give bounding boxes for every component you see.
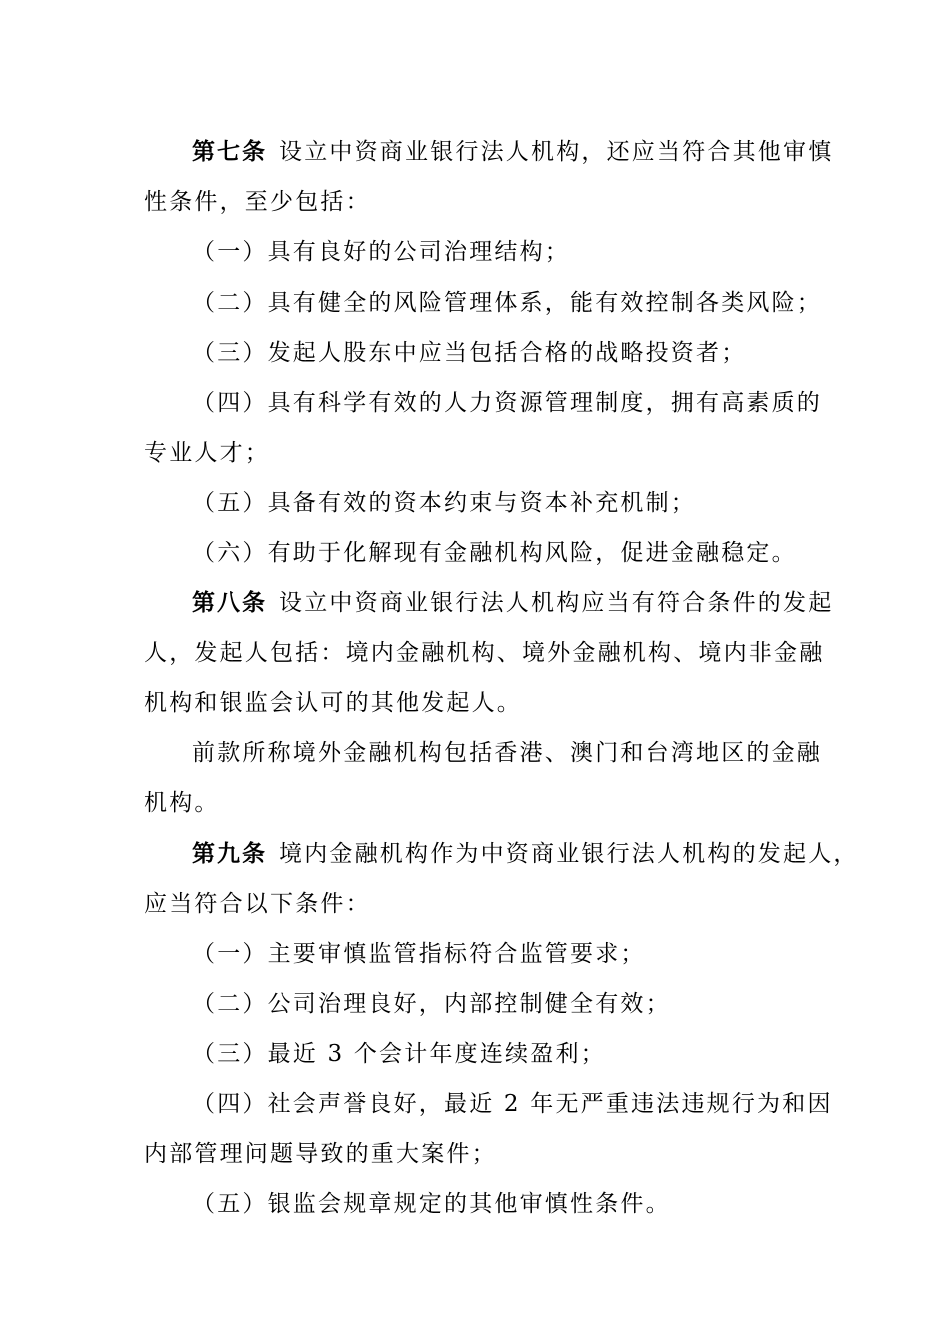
- article-8-para-2-line-1: 前款所称境外金融机构包括香港、澳门和台湾地区的金融: [192, 740, 822, 766]
- article-8-line-1: [192, 583, 834, 623]
- article-7-item-6: （六）有助于化解现有金融机构风险，促进金融稳定。: [192, 540, 797, 566]
- article-9-line-1: [192, 834, 859, 874]
- article-9-item-4-cont: 内部管理问题导致的重大案件；: [144, 1141, 497, 1167]
- article-8-heading: 第八条: [192, 589, 267, 616]
- article-9-text: 境内金融机构作为中资商业银行法人机构的发起人，: [279, 841, 859, 867]
- article-9-heading: 第九条: [192, 840, 267, 867]
- article-9-line-2: 应当符合以下条件：: [144, 891, 371, 917]
- article-8-para-2-line-2: 机构。: [144, 790, 220, 816]
- article-7-text: 设立中资商业银行法人机构，还应当符合其他审慎: [279, 139, 834, 165]
- article-7-item-1: （一）具有良好的公司治理结构；: [192, 239, 570, 265]
- article-9-item-3: （三）最近 3 个会计年度连续盈利；: [192, 1041, 606, 1067]
- article-9-item-4: （四）社会声誉良好，最近 2 年无严重违法违规行为和因: [192, 1091, 833, 1117]
- article-8-line-2: 人，发起人包括：境内金融机构、境外金融机构、境内非金融: [144, 640, 825, 666]
- article-8-text: 设立中资商业银行法人机构应当有符合条件的发起: [279, 590, 834, 616]
- article-7-heading: 第七条: [192, 138, 267, 165]
- article-7-line-2: 性条件，至少包括：: [144, 189, 371, 215]
- article-7-item-3: （三）发起人股东中应当包括合格的战略投资者；: [192, 340, 747, 366]
- article-7-item-4: （四）具有科学有效的人力资源管理制度，拥有高素质的: [192, 390, 822, 416]
- article-7-item-2: （二）具有健全的风险管理体系，能有效控制各类风险；: [192, 290, 822, 316]
- article-7-line-1: [192, 132, 834, 172]
- article-9-item-5: （五）银监会规章规定的其他审慎性条件。: [192, 1191, 671, 1217]
- article-8-line-3: 机构和银监会认可的其他发起人。: [144, 690, 522, 716]
- article-9-item-2: （二）公司治理良好，内部控制健全有效；: [192, 991, 671, 1017]
- article-7-item-4-cont: 专业人才；: [144, 440, 270, 466]
- article-9-item-1: （一）主要审慎监管指标符合监管要求；: [192, 941, 646, 967]
- article-7-item-5: （五）具备有效的资本约束与资本补充机制；: [192, 490, 696, 516]
